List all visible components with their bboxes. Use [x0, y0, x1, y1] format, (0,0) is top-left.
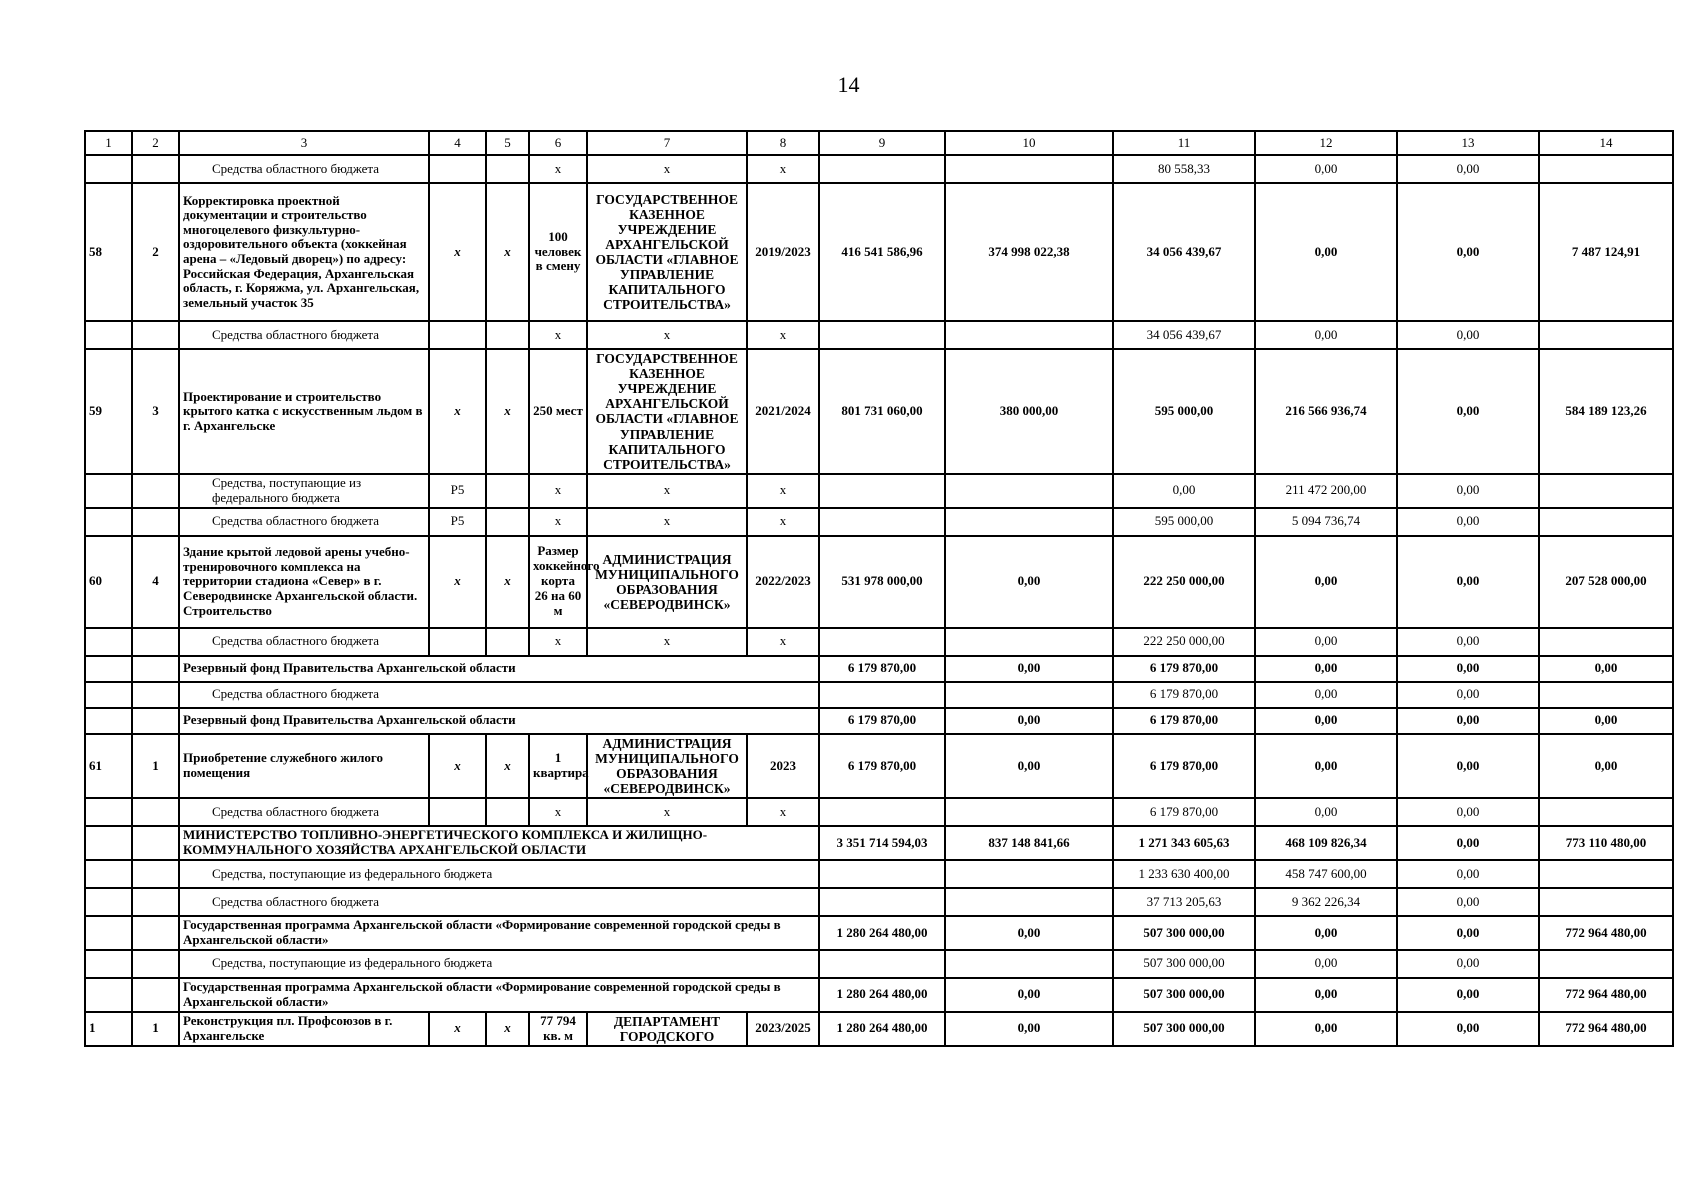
cell-c7: х: [587, 474, 747, 508]
cell-c8: х: [747, 474, 819, 508]
amount-c13: 0,00: [1397, 536, 1539, 628]
amount-c9: 6 179 870,00: [819, 656, 945, 682]
capacity: 77 794 кв. м: [529, 1012, 587, 1046]
empty-cell: [132, 916, 179, 950]
funding-source-row: [85, 628, 1673, 656]
amount-c11: 222 250 000,00: [1113, 536, 1255, 628]
amount-c14: 0,00: [1539, 656, 1673, 682]
period: 2021/2024: [747, 349, 819, 474]
row-number: 60: [85, 536, 132, 628]
amount-c10: 0,00: [945, 734, 1113, 798]
empty-cell: [945, 888, 1113, 916]
cell-c4: Р5: [429, 474, 486, 508]
column-header: 3: [179, 131, 429, 155]
empty-cell: [85, 950, 132, 978]
amount-c13: 0,00: [1397, 155, 1539, 183]
amount-c11: 37 713 205,63: [1113, 888, 1255, 916]
section-total-row: [85, 656, 1673, 682]
funding-source: Средства областного бюджета: [179, 628, 429, 656]
section-funding-row: [85, 888, 1673, 916]
empty-cell: [85, 508, 132, 536]
section-total-row: [85, 978, 1673, 1012]
amount-c12: 0,00: [1255, 536, 1397, 628]
column-header: 9: [819, 131, 945, 155]
funding-source: Средства областного бюджета: [179, 321, 429, 349]
responsible-organization: ДЕПАРТАМЕНТ ГОРОДСКОГО: [587, 1012, 747, 1046]
funding-source: Средства областного бюджета: [179, 798, 429, 826]
funding-source: Средства областного бюджета: [179, 508, 429, 536]
column-header: 8: [747, 131, 819, 155]
empty-cell: [819, 888, 945, 916]
amount-c13: 0,00: [1397, 860, 1539, 888]
amount-c9: 3 351 714 594,03: [819, 826, 945, 860]
amount-c11: 6 179 870,00: [1113, 682, 1255, 708]
cell-c7: х: [587, 321, 747, 349]
amount-c10: 0,00: [945, 708, 1113, 734]
empty-cell: [1539, 860, 1673, 888]
empty-cell: [1539, 682, 1673, 708]
amount-c10: 380 000,00: [945, 349, 1113, 474]
empty-cell: [1539, 628, 1673, 656]
empty-cell: [1539, 888, 1673, 916]
funding-source: Средства, поступающие из федерального бюджета: [179, 950, 819, 978]
amount-c13: 0,00: [1397, 628, 1539, 656]
amount-c11: 507 300 000,00: [1113, 978, 1255, 1012]
amount-c13: 0,00: [1397, 349, 1539, 474]
cell-c7: х: [587, 628, 747, 656]
empty-cell: [819, 682, 945, 708]
amount-c10: 0,00: [945, 978, 1113, 1012]
amount-c12: 216 566 936,74: [1255, 349, 1397, 474]
cell-c8: х: [747, 798, 819, 826]
period: 2023: [747, 734, 819, 798]
empty-cell: [945, 682, 1113, 708]
empty-cell: [85, 916, 132, 950]
empty-cell: [132, 950, 179, 978]
capacity: 250 мест: [529, 349, 587, 474]
object-row: [85, 349, 1673, 474]
funding-source: Средства областного бюджета: [179, 682, 819, 708]
empty-cell: [132, 155, 179, 183]
amount-c13: 0,00: [1397, 682, 1539, 708]
cell-c6: х: [529, 155, 587, 183]
budget-table: [84, 130, 1674, 1047]
section-total-row: [85, 708, 1673, 734]
page-number: 14: [837, 72, 860, 97]
empty-cell: [819, 155, 945, 183]
empty-cell: [85, 682, 132, 708]
empty-cell: [132, 682, 179, 708]
section-funding-row: [85, 682, 1673, 708]
amount-c13: 0,00: [1397, 183, 1539, 321]
amount-c11: 6 179 870,00: [1113, 734, 1255, 798]
empty-cell: [945, 474, 1113, 508]
empty-cell: [945, 950, 1113, 978]
empty-cell: [132, 708, 179, 734]
empty-cell: [486, 628, 529, 656]
empty-cell: [819, 628, 945, 656]
empty-cell: [1539, 508, 1673, 536]
empty-cell: [85, 860, 132, 888]
item-number: 3: [132, 349, 179, 474]
amount-c10: 0,00: [945, 536, 1113, 628]
section-total-row: [85, 826, 1673, 860]
cell-c6: х: [529, 508, 587, 536]
object-name: Корректировка проектной документации и строительство многоцелевого физкультурно-оздоровительного объекта (хоккейная арена – «Ледовый дворец») по адресу: Российская Федерация, Архангельская область, г. Коряжма, ул. Архангельская, земельный участок 35: [179, 183, 429, 321]
amount-c11: 595 000,00: [1113, 349, 1255, 474]
cell-c6: х: [529, 798, 587, 826]
amount-c12: 0,00: [1255, 916, 1397, 950]
amount-c14: 772 964 480,00: [1539, 1012, 1673, 1046]
amount-c13: 0,00: [1397, 474, 1539, 508]
amount-c11: 34 056 439,67: [1113, 183, 1255, 321]
empty-cell: [85, 628, 132, 656]
object-row: [85, 183, 1673, 321]
amount-c14: 7 487 124,91: [1539, 183, 1673, 321]
amount-c10: 0,00: [945, 916, 1113, 950]
amount-c12: 0,00: [1255, 656, 1397, 682]
amount-c10: 374 998 022,38: [945, 183, 1113, 321]
empty-cell: [819, 321, 945, 349]
funding-source-row: [85, 798, 1673, 826]
amount-c14: 773 110 480,00: [1539, 826, 1673, 860]
responsible-organization: АДМИНИСТРАЦИЯ МУНИЦИПАЛЬНОГО ОБРАЗОВАНИЯ «СЕВЕРОДВИНСК»: [587, 536, 747, 628]
amount-c12: 0,00: [1255, 978, 1397, 1012]
capacity: Размер хоккейного корта 26 на 60 м: [529, 536, 587, 628]
column-header: 6: [529, 131, 587, 155]
empty-cell: [945, 508, 1113, 536]
cell-c4: [429, 155, 486, 183]
amount-c9: 1 280 264 480,00: [819, 1012, 945, 1046]
column-header: 10: [945, 131, 1113, 155]
amount-c11: 6 179 870,00: [1113, 656, 1255, 682]
empty-cell: [945, 860, 1113, 888]
amount-c9: 6 179 870,00: [819, 734, 945, 798]
column-header: 11: [1113, 131, 1255, 155]
cell-c7: х: [587, 155, 747, 183]
cell-c8: х: [747, 155, 819, 183]
row-number: 1: [85, 1012, 132, 1046]
amount-c13: 0,00: [1397, 888, 1539, 916]
row-number: 59: [85, 349, 132, 474]
responsible-organization: АДМИНИСТРАЦИЯ МУНИЦИПАЛЬНОГО ОБРАЗОВАНИЯ «СЕВЕРОДВИНСК»: [587, 734, 747, 798]
amount-c9: 416 541 586,96: [819, 183, 945, 321]
column-header: 12: [1255, 131, 1397, 155]
empty-cell: [132, 798, 179, 826]
empty-cell: [132, 508, 179, 536]
cell-c4: [429, 321, 486, 349]
empty-cell: [819, 508, 945, 536]
amount-c11: 222 250 000,00: [1113, 628, 1255, 656]
cell-c4: х: [429, 183, 486, 321]
section-title: Резервный фонд Правительства Архангельской области: [179, 708, 819, 734]
amount-c13: 0,00: [1397, 708, 1539, 734]
cell-c4: х: [429, 536, 486, 628]
amount-c12: 458 747 600,00: [1255, 860, 1397, 888]
cell-c4: х: [429, 1012, 486, 1046]
amount-c13: 0,00: [1397, 798, 1539, 826]
amount-c11: 34 056 439,67: [1113, 321, 1255, 349]
amount-c9: 531 978 000,00: [819, 536, 945, 628]
object-name: Реконструкция пл. Профсоюзов в г. Архангельске: [179, 1012, 429, 1046]
cell-c6: х: [529, 474, 587, 508]
cell-c6: х: [529, 628, 587, 656]
cell-c5: х: [486, 183, 529, 321]
empty-cell: [1539, 474, 1673, 508]
empty-cell: [132, 474, 179, 508]
amount-c9: 1 280 264 480,00: [819, 916, 945, 950]
cell-c8: х: [747, 321, 819, 349]
amount-c9: 801 731 060,00: [819, 349, 945, 474]
item-number: 1: [132, 734, 179, 798]
empty-cell: [85, 888, 132, 916]
row-number: 61: [85, 734, 132, 798]
amount-c12: 468 109 826,34: [1255, 826, 1397, 860]
empty-cell: [945, 628, 1113, 656]
amount-c11: 507 300 000,00: [1113, 916, 1255, 950]
empty-cell: [85, 321, 132, 349]
object-row: [85, 1012, 1673, 1046]
empty-cell: [132, 656, 179, 682]
empty-cell: [132, 888, 179, 916]
amount-c13: 0,00: [1397, 734, 1539, 798]
cell-c4: [429, 798, 486, 826]
capacity: 1 квартира: [529, 734, 587, 798]
amount-c12: 5 094 736,74: [1255, 508, 1397, 536]
cell-c5: х: [486, 734, 529, 798]
amount-c13: 0,00: [1397, 508, 1539, 536]
empty-cell: [85, 978, 132, 1012]
empty-cell: [486, 474, 529, 508]
item-number: 2: [132, 183, 179, 321]
cell-c5: х: [486, 536, 529, 628]
empty-cell: [1539, 950, 1673, 978]
amount-c13: 0,00: [1397, 950, 1539, 978]
empty-cell: [486, 155, 529, 183]
amount-c11: 6 179 870,00: [1113, 708, 1255, 734]
empty-cell: [819, 950, 945, 978]
cell-c4: Р5: [429, 508, 486, 536]
object-row: [85, 734, 1673, 798]
period: 2023/2025: [747, 1012, 819, 1046]
item-number: 1: [132, 1012, 179, 1046]
section-title: Государственная программа Архангельской области «Формирование современной городской среды в Архангельской области»: [179, 916, 819, 950]
cell-c4: [429, 628, 486, 656]
amount-c13: 0,00: [1397, 916, 1539, 950]
section-total-row: [85, 916, 1673, 950]
amount-c13: 0,00: [1397, 321, 1539, 349]
responsible-organization: ГОСУДАРСТВЕННОЕ КАЗЕННОЕ УЧРЕЖДЕНИЕ АРХАНГЕЛЬСКОЙ ОБЛАСТИ «ГЛАВНОЕ УПРАВЛЕНИЕ КАПИТАЛЬНОГО СТРОИТЕЛЬСТВА»: [587, 183, 747, 321]
cell-c5: х: [486, 349, 529, 474]
empty-cell: [132, 860, 179, 888]
empty-cell: [85, 798, 132, 826]
cell-c8: х: [747, 508, 819, 536]
amount-c9: 6 179 870,00: [819, 708, 945, 734]
amount-c10: 837 148 841,66: [945, 826, 1113, 860]
amount-c12: 0,00: [1255, 950, 1397, 978]
empty-cell: [486, 321, 529, 349]
object-name: Здание крытой ледовой арены учебно-тренировочного комплекса на территории стадиона «Север» в г. Северодвинске Архангельской области. Строительство: [179, 536, 429, 628]
empty-cell: [132, 321, 179, 349]
amount-c13: 0,00: [1397, 826, 1539, 860]
section-title: Резервный фонд Правительства Архангельской области: [179, 656, 819, 682]
amount-c12: 0,00: [1255, 155, 1397, 183]
empty-cell: [486, 508, 529, 536]
amount-c11: 6 179 870,00: [1113, 798, 1255, 826]
empty-cell: [132, 628, 179, 656]
amount-c11: 0,00: [1113, 474, 1255, 508]
column-header: 14: [1539, 131, 1673, 155]
column-header: 2: [132, 131, 179, 155]
amount-c12: 0,00: [1255, 682, 1397, 708]
cell-c5: х: [486, 1012, 529, 1046]
amount-c12: 0,00: [1255, 321, 1397, 349]
amount-c12: 0,00: [1255, 734, 1397, 798]
column-header: 13: [1397, 131, 1539, 155]
amount-c11: 507 300 000,00: [1113, 950, 1255, 978]
funding-source-row: [85, 508, 1673, 536]
cell-c6: х: [529, 321, 587, 349]
amount-c14: 207 528 000,00: [1539, 536, 1673, 628]
empty-cell: [132, 978, 179, 1012]
amount-c12: 0,00: [1255, 1012, 1397, 1046]
period: 2019/2023: [747, 183, 819, 321]
amount-c11: 595 000,00: [1113, 508, 1255, 536]
empty-cell: [85, 155, 132, 183]
empty-cell: [1539, 321, 1673, 349]
empty-cell: [945, 798, 1113, 826]
amount-c12: 211 472 200,00: [1255, 474, 1397, 508]
section-title: Государственная программа Архангельской области «Формирование современной городской среды в Архангельской области»: [179, 978, 819, 1012]
column-header: 1: [85, 131, 132, 155]
empty-cell: [819, 798, 945, 826]
capacity: 100 человек в смену: [529, 183, 587, 321]
funding-source: Средства областного бюджета: [179, 888, 819, 916]
amount-c14: 0,00: [1539, 734, 1673, 798]
cell-c4: х: [429, 349, 486, 474]
cell-c7: х: [587, 508, 747, 536]
funding-source-row: [85, 474, 1673, 508]
object-row: [85, 536, 1673, 628]
amount-c11: 1 271 343 605,63: [1113, 826, 1255, 860]
amount-c11: 507 300 000,00: [1113, 1012, 1255, 1046]
amount-c10: 0,00: [945, 1012, 1113, 1046]
amount-c12: 9 362 226,34: [1255, 888, 1397, 916]
column-header: 4: [429, 131, 486, 155]
funding-source: Средства, поступающие из федерального бюджета: [179, 474, 429, 508]
empty-cell: [1539, 155, 1673, 183]
cell-c4: х: [429, 734, 486, 798]
item-number: 4: [132, 536, 179, 628]
amount-c14: 584 189 123,26: [1539, 349, 1673, 474]
empty-cell: [819, 860, 945, 888]
column-header: 5: [486, 131, 529, 155]
cell-c8: х: [747, 628, 819, 656]
amount-c10: 0,00: [945, 656, 1113, 682]
amount-c14: 0,00: [1539, 708, 1673, 734]
amount-c14: 772 964 480,00: [1539, 916, 1673, 950]
empty-cell: [1539, 798, 1673, 826]
amount-c12: 0,00: [1255, 183, 1397, 321]
responsible-organization: ГОСУДАРСТВЕННОЕ КАЗЕННОЕ УЧРЕЖДЕНИЕ АРХАНГЕЛЬСКОЙ ОБЛАСТИ «ГЛАВНОЕ УПРАВЛЕНИЕ КАПИТАЛЬНОГО СТРОИТЕЛЬСТВА»: [587, 349, 747, 474]
empty-cell: [132, 826, 179, 860]
period: 2022/2023: [747, 536, 819, 628]
empty-cell: [85, 656, 132, 682]
empty-cell: [819, 474, 945, 508]
object-name: Проектирование и строительство крытого катка с искусственным льдом в г. Архангельске: [179, 349, 429, 474]
row-number: 58: [85, 183, 132, 321]
empty-cell: [85, 474, 132, 508]
empty-cell: [945, 155, 1113, 183]
amount-c13: 0,00: [1397, 1012, 1539, 1046]
section-funding-row: [85, 860, 1673, 888]
amount-c12: 0,00: [1255, 628, 1397, 656]
section-title: МИНИСТЕРСТВО ТОПЛИВНО-ЭНЕРГЕТИЧЕСКОГО КОМПЛЕКСА И ЖИЛИЩНО-КОММУНАЛЬНОГО ХОЗЯЙСТВА АРХАНГЕЛЬСКОЙ ОБЛАСТИ: [179, 826, 819, 860]
amount-c11: 1 233 630 400,00: [1113, 860, 1255, 888]
empty-cell: [85, 708, 132, 734]
amount-c12: 0,00: [1255, 708, 1397, 734]
column-header-row: [85, 131, 1673, 155]
amount-c13: 0,00: [1397, 656, 1539, 682]
amount-c9: 1 280 264 480,00: [819, 978, 945, 1012]
funding-source-row: [85, 321, 1673, 349]
section-funding-row: [85, 950, 1673, 978]
amount-c11: 80 558,33: [1113, 155, 1255, 183]
empty-cell: [85, 826, 132, 860]
amount-c13: 0,00: [1397, 978, 1539, 1012]
empty-cell: [486, 798, 529, 826]
funding-source: Средства, поступающие из федерального бюджета: [179, 860, 819, 888]
cell-c7: х: [587, 798, 747, 826]
column-header: 7: [587, 131, 747, 155]
amount-c14: 772 964 480,00: [1539, 978, 1673, 1012]
funding-source-row: [85, 155, 1673, 183]
funding-source: Средства областного бюджета: [179, 155, 429, 183]
amount-c12: 0,00: [1255, 798, 1397, 826]
object-name: Приобретение служебного жилого помещения: [179, 734, 429, 798]
empty-cell: [945, 321, 1113, 349]
